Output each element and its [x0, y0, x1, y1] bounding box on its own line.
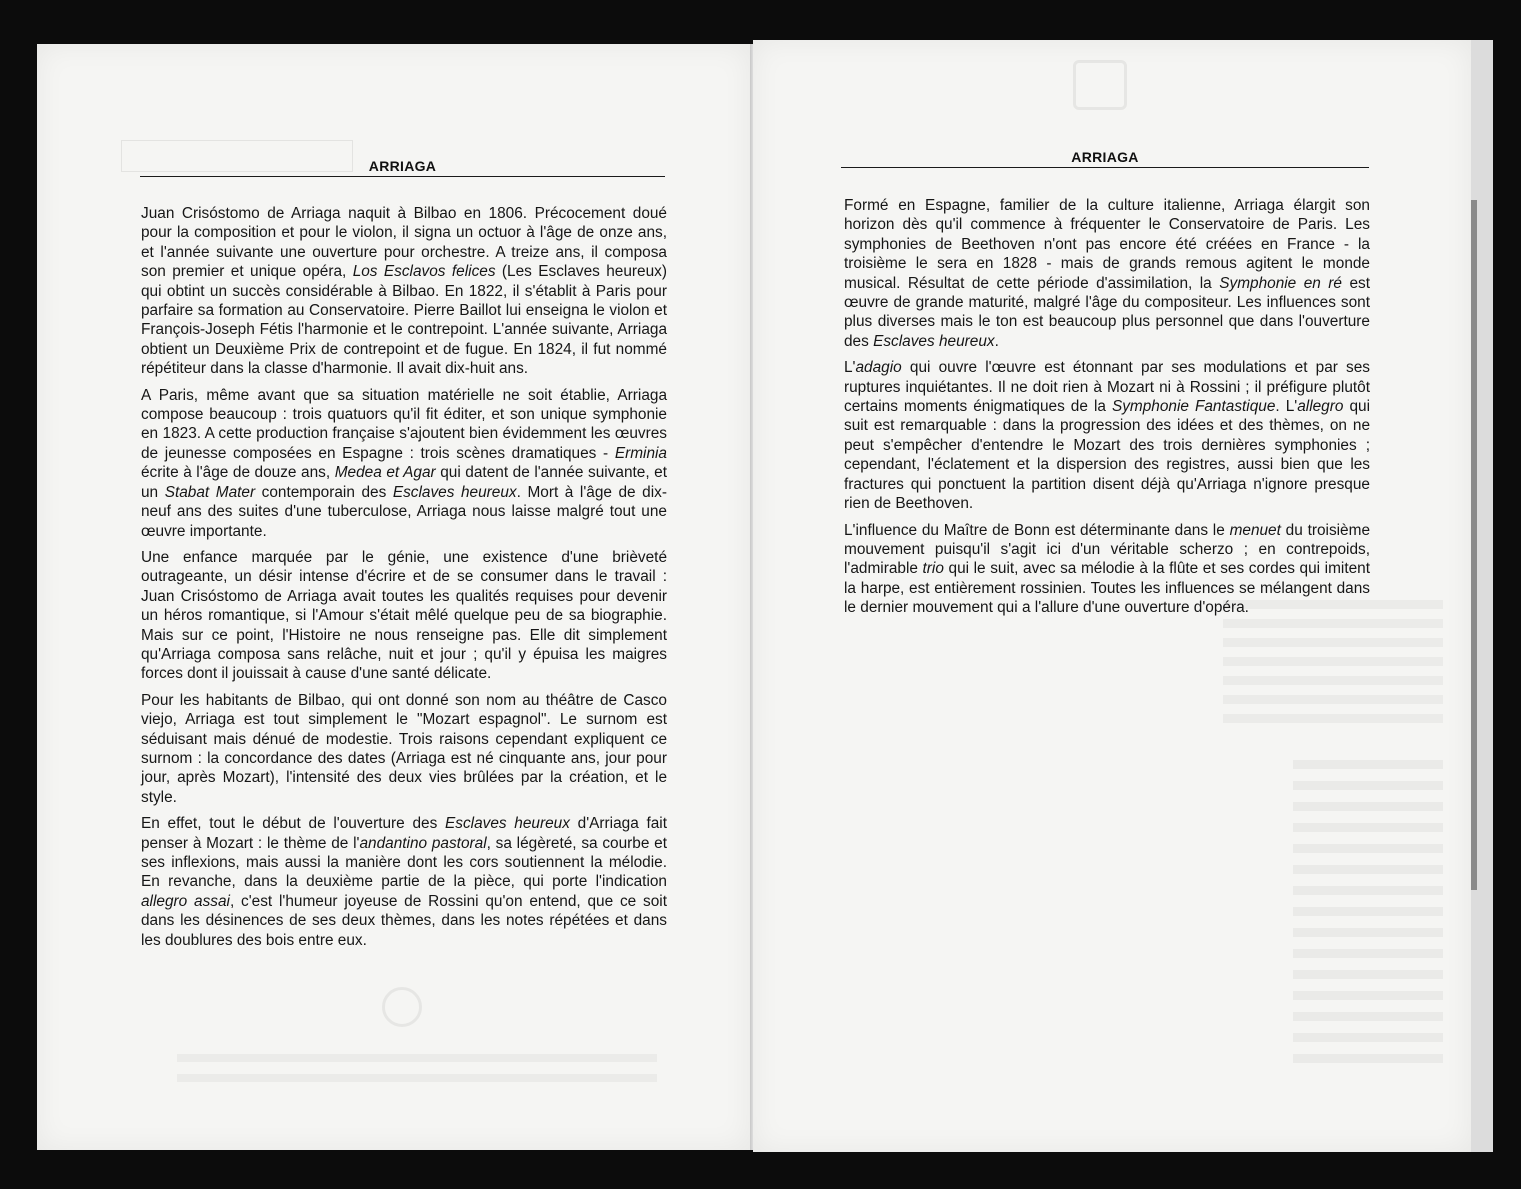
- right-page: [753, 40, 1471, 1152]
- paragraph: L'adagio qui ouvre l'œuvre est étonnant par ses modulations et par ses ruptures inquiétantes. Il ne doit rien à Mozart ni à Rossini ; il préfigure plutôt certains moments énigmatiques de la Symphonie Fantastique. L'allegro qui suit est remarquable : dans la progression des idées et des thèmes, on ne peut s'empêcher d'entendre le Mozart des trois dernières symphonies ; cependant, l'éclatement et la dispersion des registres, aussi bien que les fractures qui ponctuent la partition disent déjà qu'Arriaga n'ignore presque rien de Beethoven.: [844, 359, 1370, 513]
- paragraph: En effet, tout le début de l'ouverture des Esclaves heureux d'Arriaga fait penser à Mozart : le thème de l'andantino pastoral, sa légèreté, sa courbe et ses inflexions, mais aussi la manière dont les cors soutiennent la mélodie. En revanche, dans la deuxième partie de la pièce, qui porte l'indication allegro assai, c'est l'humeur joyeuse de Rossini qu'on entend, que ce soit dans les désinences de ses deux thèmes, dans les notes répétées et dans les doublures des bois entre eux.: [141, 815, 667, 949]
- left-page: [37, 44, 750, 1150]
- page-header-left: ARRIAGA: [140, 158, 665, 177]
- show-through-logo: [382, 987, 422, 1027]
- page-header-right: ARRIAGA: [841, 149, 1369, 168]
- paragraph: Formé en Espagne, familier de la culture italienne, Arriaga élargit son horizon dès qu'il commence à fréquenter le Conservatoire de Paris. Les symphonies de Beethoven n'ont pas encore été créées en France - la troisième le sera en 1828 - mais de grands remous agitent le monde musical. Résultat de cette période d'assimilation, la Symphonie en ré est œuvre de grande maturité, malgré l'âge du compositeur. Les influences sont plus diverses mais le ton est beaucoup plus personnel que dans l'ouverture des Esclaves heureux.: [844, 197, 1371, 350]
- paragraph: A Paris, même avant que sa situation matérielle ne soit établie, Arriaga compose beaucoup : trois quatuors qu'il fit éditer, et son unique symphonie en 1823. A cette production française s'ajoutent bien évidemment les œuvres de jeunesse composées en Espagne : trois scènes dramatiques - Erminia écrite à l'âge de douze ans, Medea et Agar qui datent de l'année suivante, et un Stabat Mater contemporain des Esclaves heureux. Mort à l'âge de dix-neuf ans des suites d'une tuberculose, Arriaga nous laisse malgré tout une œuvre importante.: [141, 386, 668, 540]
- paragraph: Pour les habitants de Bilbao, qui ont donné son nom au théâtre de Casco viejo, Arriaga est tout simplement le "Mozart espagnol". Le surnom est séduisant mais dénué de modestie. Trois raisons cependant expliquent ce surnom : la concordance des dates (Arriaga est né cinquante ans, jour pour jour, après Mozart), l'intensité des deux vies brûlées par la création, et le style.: [141, 691, 667, 806]
- paragraph: Une enfance marquée par le génie, une existence d'une brièveté outrageante, un désir intense d'écrire et de se consumer dans le travail : Juan Crisóstomo de Arriaga avait toutes les qualités requises pour devenir un héros romantique, si l'Amour s'était mêlé quelque peu de sa biographie. Mais sur ce point, l'Histoire ne nous renseigne pas. Elle dit simplement qu'Arriaga composa sans relâche, nuit et jour ; qu'il y épuisa les maigres forces dont il jouissait à cause d'une santé délicate.: [141, 548, 667, 683]
- show-through-footer: [177, 1054, 657, 1094]
- article-body-left: [141, 204, 667, 957]
- show-through-listing: [1293, 760, 1443, 1075]
- paragraph: L'influence du Maître de Bonn est déterminante dans le menuet du troisième mouvement puisqu'il s'agit ici d'un véritable scherzo ; en contrepoids, l'admirable trio qui le suit, avec sa mélodie à la flûte et ses cordes qui imitent la harpe, est entièrement rossinien. Toutes les influences se mélangent dans le dernier mouvement qui a l'allure d'une ouverture d'opéra.: [844, 521, 1371, 617]
- show-through-theatre-logo: [1073, 60, 1127, 110]
- article-body-right: [844, 196, 1370, 625]
- page-edge-strip: [1471, 40, 1493, 1152]
- paragraph: Juan Crisóstomo de Arriaga naquit à Bilbao en 1806. Précocement doué pour la composition et pour le violon, il signa un octuor à l'âge de onze ans, et l'année suivante une ouverture pour orchestre. A treize ans, il composa son premier et unique opéra, Los Esclavos felices (Les Esclaves heureux) qui obtint un succès considérable à Bilbao. En 1822, il s'établit à Paris pour parfaire sa formation au Conservatoire. Pierre Baillot lui enseigna le violon et François-Joseph Fétis l'harmonie et le contrepoint. L'année suivante, Arriaga obtient un Deuxième Prix de contrepoint et de fugue. En 1824, il fut nommé répétiteur dans la classe d'harmonie. Il avait dix-huit ans.: [141, 205, 667, 378]
